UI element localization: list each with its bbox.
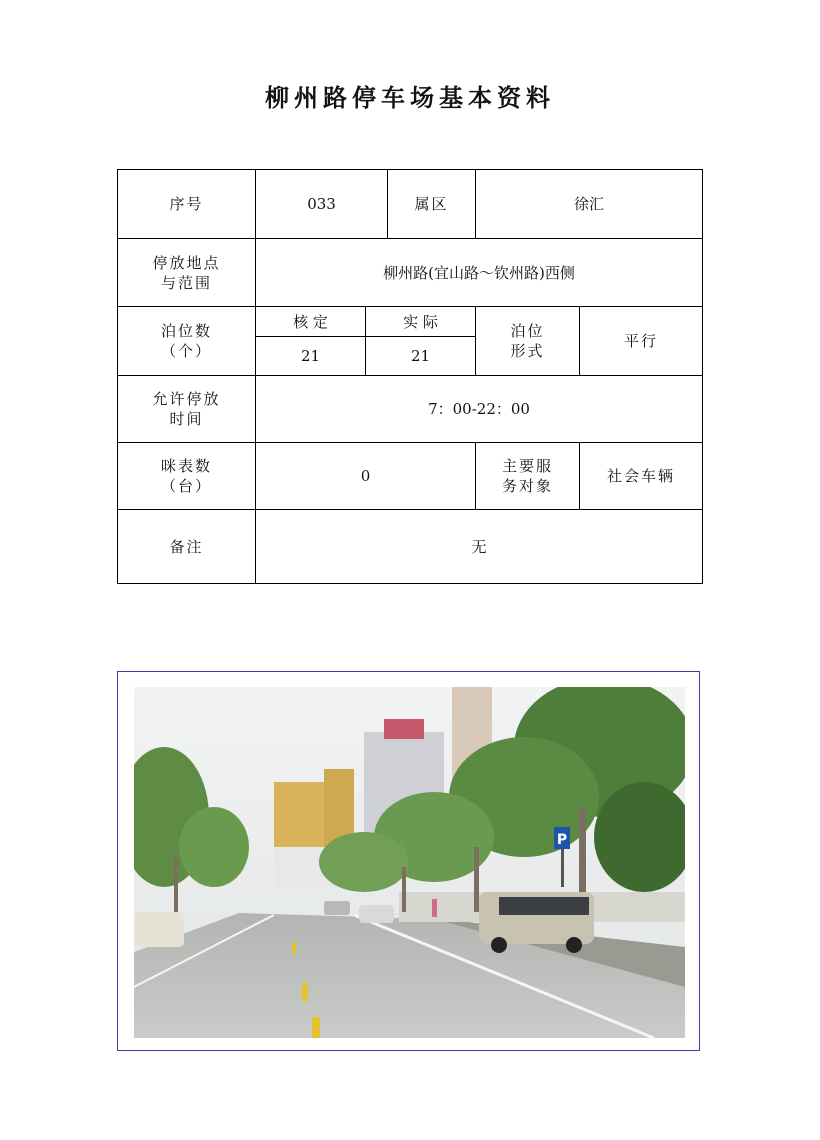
form-label-line2: 形式 (510, 342, 545, 360)
tree-canopy (179, 807, 249, 887)
location-label-line2: 与范围 (160, 273, 212, 292)
center-dash (312, 1017, 320, 1038)
meters-value: 0 (256, 443, 476, 510)
meters-label-line2: （台） (160, 477, 212, 495)
street-photo (134, 687, 685, 1038)
serial-value: 033 (256, 170, 388, 239)
parking-sign-letter: P (556, 832, 568, 848)
serial-label: 序号 (118, 170, 256, 239)
hours-label (118, 376, 256, 443)
service-label (476, 443, 580, 510)
service-label-line2: 务对象 (502, 477, 554, 495)
tower-roof (384, 719, 424, 739)
spaces-label-line1: 泊位数 (160, 322, 212, 340)
hours-label-line1: 允许停放 (152, 390, 221, 408)
service-label-line1: 主要服 (502, 457, 554, 475)
row-spaces-header (118, 307, 703, 337)
form-value: 平行 (580, 307, 703, 376)
location-value: 柳州路(宜山路～钦州路)西侧 (256, 239, 703, 307)
district-label: 属区 (388, 170, 476, 239)
tree-canopy (319, 832, 409, 892)
location-label (118, 239, 256, 307)
van-windows (499, 897, 589, 915)
street-photo-illustration (134, 687, 685, 1038)
spaces-label-line2: （个） (160, 342, 212, 360)
district-value: 徐汇 (476, 170, 703, 239)
row-hours (118, 376, 703, 443)
remarks-label: 备注 (118, 510, 256, 584)
actual-label: 实 际 (366, 307, 476, 337)
hours-label-line2: 时间 (169, 410, 204, 428)
van-wheel (491, 937, 507, 953)
approved-label: 核 定 (256, 307, 366, 337)
page-title: 柳州路停车场基本资料 (265, 84, 555, 112)
tree-trunk (402, 867, 406, 912)
remarks-value: 无 (256, 510, 703, 584)
service-value: 社会车辆 (580, 443, 703, 510)
tree-trunk (579, 807, 586, 902)
form-label (476, 307, 580, 376)
car (324, 901, 350, 915)
meters-label (118, 443, 256, 510)
tree-trunk (474, 847, 479, 912)
car (359, 905, 394, 923)
form-label-line1: 泊位 (510, 322, 545, 340)
location-label-line1: 停放地点 (152, 253, 221, 272)
approved-value: 21 (256, 337, 366, 376)
car (134, 912, 184, 947)
center-dash (302, 983, 308, 1001)
center-dash (292, 942, 296, 954)
actual-value: 21 (366, 337, 476, 376)
pedestrian (432, 899, 437, 917)
van-wheel (566, 937, 582, 953)
row-meters (118, 443, 703, 510)
parking-info-table (117, 169, 703, 584)
row-serial (118, 170, 703, 239)
tree-trunk (174, 857, 178, 917)
spaces-label (118, 307, 256, 376)
photo-frame (117, 671, 700, 1051)
row-remarks (118, 510, 703, 584)
hours-value: 7：00-22：00 (256, 376, 703, 443)
row-location (118, 239, 703, 307)
meters-label-line1: 咪表数 (160, 457, 212, 475)
